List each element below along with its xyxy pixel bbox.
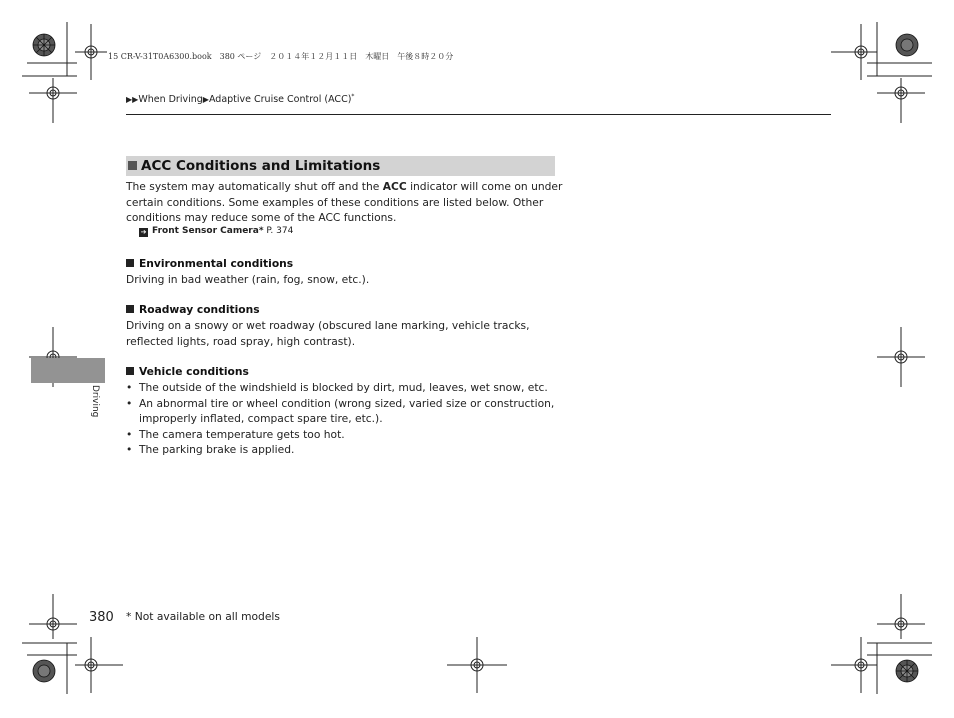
list-item (126, 396, 566, 427)
heading-square-icon (126, 367, 134, 375)
print-job-info: 15 CR-V-31T0A6300.book 380 ページ ２０１４年１２月１１日 木曜日 午後８時２０分 (108, 52, 454, 61)
section-square-icon (128, 161, 137, 170)
page-number: 380 (89, 610, 114, 625)
footnote: * Not available on all models (126, 610, 280, 623)
breadcrumb (126, 93, 354, 105)
list-item-text: An abnormal tire or wheel condition (wrong sized, varied size or construction, improperly inflated, compact spare tire, etc.). (139, 396, 555, 425)
list-item-text: The outside of the windshield is blocked by dirt, mud, leaves, wet snow, etc. (139, 381, 548, 394)
xref-label: Front Sensor Camera (152, 226, 259, 236)
chapter-tab (31, 358, 105, 383)
list-item (126, 380, 566, 396)
bullet-icon: • (126, 443, 133, 456)
section-title (126, 156, 380, 176)
breadcrumb-page[interactable]: Adaptive Cruise Control (ACC) (208, 94, 352, 106)
section-title-text: ACC Conditions and Limitations (141, 158, 381, 174)
environmental-text: Driving in bad weather (rain, fog, snow, etc.). (126, 273, 370, 286)
intro-text: The system may automatically shut off and the (126, 180, 383, 193)
breadcrumb-section[interactable]: When Driving (138, 94, 203, 106)
cross-reference-icon: ➔ (140, 228, 147, 236)
list-item-text: The parking brake is applied. (139, 443, 295, 456)
xref-asterisk: * (258, 226, 264, 236)
bullet-icon: • (126, 381, 133, 394)
list-item-text: The camera temperature gets too hot. (139, 427, 345, 441)
list-item (126, 427, 566, 443)
roadway-heading-text: Roadway conditions (139, 303, 260, 316)
xref-page: P. 374 (263, 226, 294, 236)
cross-reference-link[interactable] (139, 226, 293, 237)
vehicle-heading (126, 365, 249, 378)
breadcrumb-asterisk: * (351, 93, 355, 100)
acc-indicator-name: ACC (382, 180, 407, 193)
breadcrumb-arrow-icon: ▶ (202, 95, 209, 105)
intro-paragraph (126, 179, 566, 226)
heading-square-icon (126, 305, 134, 313)
bullet-icon: • (126, 396, 133, 410)
environmental-heading-text: Environmental conditions (139, 257, 294, 270)
bullet-icon: • (126, 427, 133, 441)
vehicle-conditions-list (126, 380, 566, 458)
list-item (126, 442, 566, 458)
intro-text-continued: indicator will come on under certain conditions. Some examples of these conditions are listed below. Other conditions may reduce some of the ACC functions. (126, 180, 563, 224)
heading-square-icon (126, 259, 134, 267)
header-rule (126, 114, 831, 115)
breadcrumb-arrow-icon: ▶▶ (126, 95, 139, 105)
roadway-heading (126, 303, 260, 316)
environmental-heading (126, 257, 293, 270)
vehicle-heading-text: Vehicle conditions (139, 365, 249, 378)
roadway-text: Driving on a snowy or wet roadway (obscured lane marking, vehicle tracks, reflected lights, road spray, high contrast). (126, 319, 530, 348)
chapter-tab-label: Driving (90, 385, 100, 418)
